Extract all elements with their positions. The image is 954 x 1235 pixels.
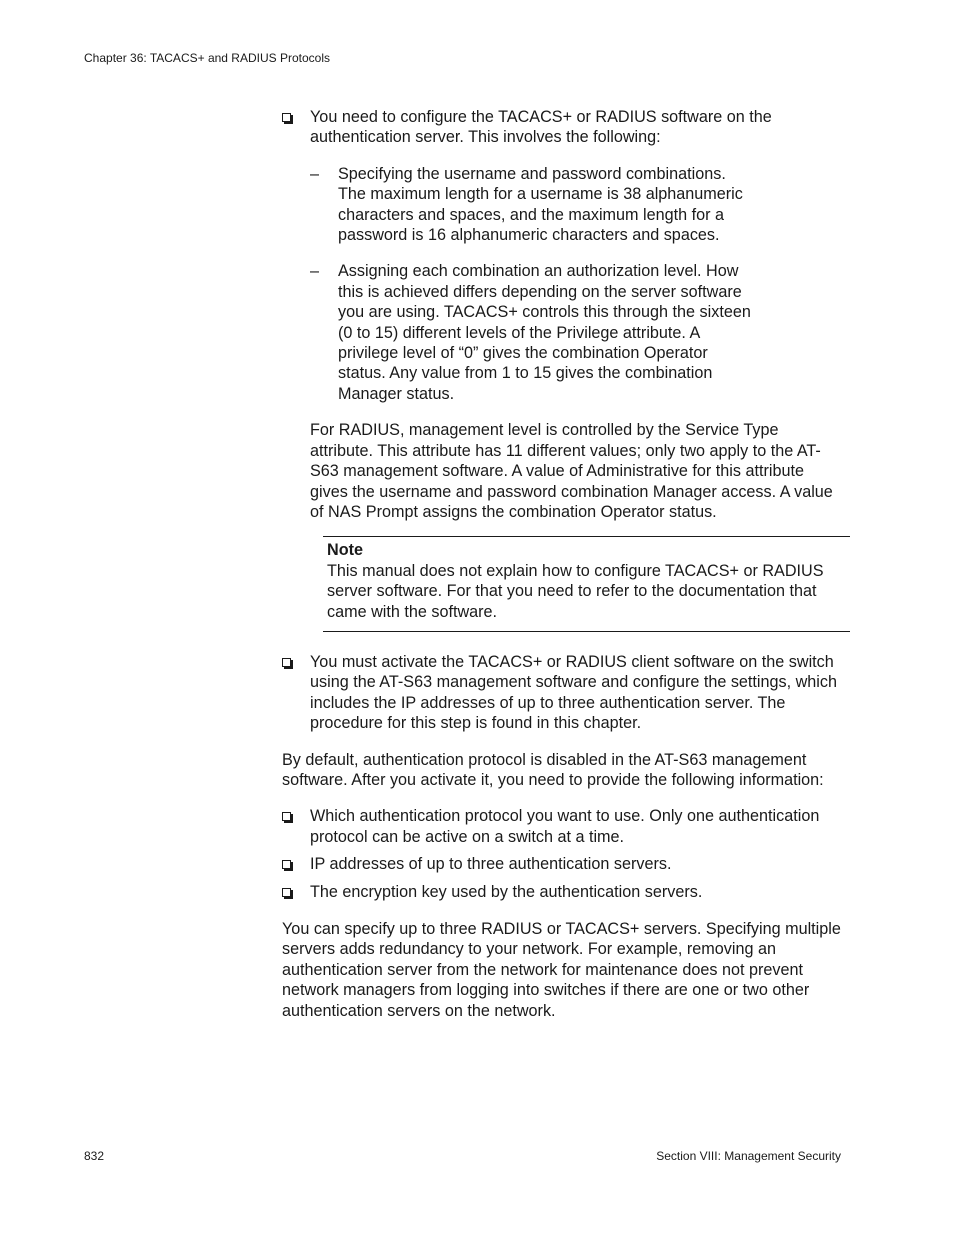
bullet-encryption-key: [282, 882, 844, 902]
section-footer: Section VIII: Management Security: [656, 1149, 841, 1163]
dash-item-authorization: [282, 261, 752, 404]
bullet-configure-server: [282, 107, 844, 148]
checkbox-bullet-icon: [282, 658, 291, 667]
chapter-header: Chapter 36: TACACS+ and RADIUS Protocols: [84, 51, 330, 65]
page-number: 832: [84, 1149, 105, 1163]
checkbox-bullet-icon: [282, 113, 291, 122]
dash-item-usernames: [282, 164, 752, 246]
note-title: Note: [327, 541, 363, 560]
note-text: This manual does not explain how to configure TACACS+ or RADIUS server software. For that you need to refer to the documentation that came with the software.: [327, 561, 824, 621]
dash-text: Specifying the username and password combinations. The maximum length for a username is 38 alphanumeric characters and spaces, and the maximum length for a password is 16 alphanumeric characters and spaces.: [338, 164, 743, 245]
dash-mark: –: [310, 262, 320, 281]
checkbox-bullet-icon: [282, 812, 291, 821]
dash-mark: –: [310, 164, 320, 183]
bullet-ip-addresses: [282, 854, 844, 874]
bullet-activate-client: [282, 652, 844, 734]
bullet-protocol: [282, 806, 844, 847]
note-box: [323, 536, 850, 632]
dash-text: Assigning each combination an authorization level. How this is achieved differs depending on the server software you are using. TACACS+ controls this through the sixteen (0 to 15) different levels of the Privilege attribute. A privilege level of “0” gives the combination Operator status. Any value from 1 to 15 gives the combination Manager status.: [338, 262, 751, 403]
main-content: [282, 107, 844, 1021]
radius-paragraph: For RADIUS, management level is controlled by the Service Type attribute. This attribute has 11 different values; only two apply to the AT-S63 management software. A value of Administrative for this attribute gives the username and password combination Manager access. A value of NAS Prompt assigns the combination Operator status.: [310, 421, 833, 521]
bullet-text: You need to configure the TACACS+ or RADIUS software on the authentication server. This involves the following:: [310, 108, 772, 147]
default-paragraph: By default, authentication protocol is disabled in the AT-S63 management software. After you activate it, you need to provide the following information:: [282, 750, 824, 789]
checkbox-bullet-icon: [282, 888, 291, 897]
bullet-text: Which authentication protocol you want to use. Only one authentication protocol can be active on a switch at a time.: [310, 807, 820, 846]
bullet-text: You must activate the TACACS+ or RADIUS client software on the switch using the AT-S63 management software and configure the settings, which includes the IP addresses of up to three authentication server. The procedure for this step is found in this chapter.: [310, 652, 838, 733]
final-paragraph: You can specify up to three RADIUS or TACACS+ servers. Specifying multiple servers adds redundancy to your network. For example, removing an authentication server from the network for maintenance does not prevent network managers from logging into switches if there are one or two other authentication servers on the network.: [282, 920, 841, 1020]
checkbox-bullet-icon: [282, 860, 291, 869]
bullet-text: The encryption key used by the authentication servers.: [310, 882, 703, 901]
bullet-text: IP addresses of up to three authentication servers.: [310, 855, 672, 874]
